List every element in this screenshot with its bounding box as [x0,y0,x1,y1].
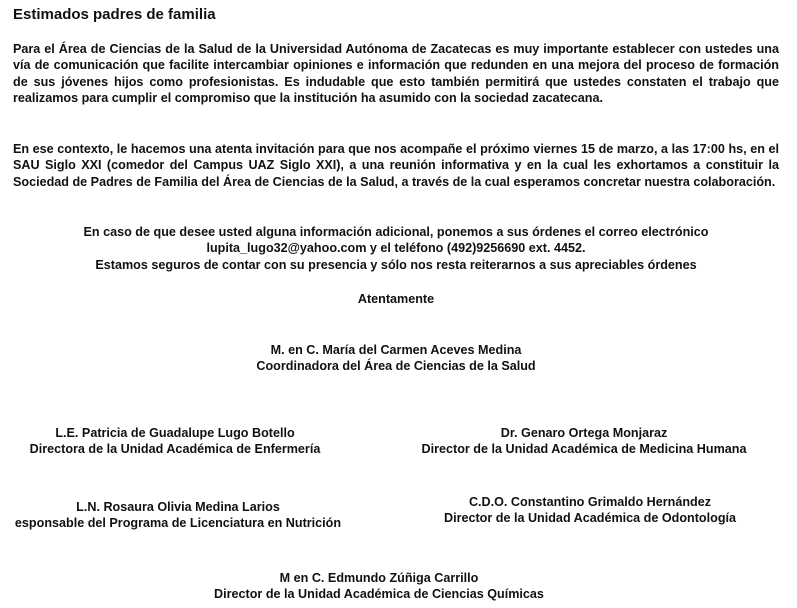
signature-name: C.D.O. Constantino Grimaldo Hernández [468,495,712,509]
closing-salutation: Atentamente [357,292,435,306]
signature-nursing-director [0,425,350,458]
closing-remarks: Estamos seguros de contar con su presencia y sólo nos resta reiterarnos a sus apreciables órdenes [95,257,697,272]
signature-medicine-director [384,425,784,458]
signature-title: esponsable del Programa de Licenciatura en Nutrición [14,516,342,531]
signature-name: L.N. Rosaura Olivia Medina Larios [76,500,280,514]
signature-name: M. en C. María del Carmen Aceves Medina [270,343,522,357]
signature-title: Directora de la Unidad Académica de Enfermería [29,442,321,457]
signature-title: Director de la Unidad Académica de Odontología [443,511,737,526]
paragraph-introduction: Para el Área de Ciencias de la Salud de la Universidad Autónoma de Zacatecas es muy importante establecer con ustedes una vía de comunicación que facilite intercambiar opiniones e información que redunden en una mejora del proceso de formación de sus jóvenes hijos como profesionistas. Es indudable que esto también permitirá que ustedes constaten el trabajo que realizamos para cumplir el compromiso que la institución ha asumido con la sociedad zacatecana. [13,42,779,106]
signature-name: L.E. Patricia de Guadalupe Lugo Botello [55,426,295,440]
letter-greeting: Estimados padres de familia [13,6,216,23]
contact-email-phone: lupita_lugo32@yahoo.com y el teléfono (492)9256690 ext. 4452. [206,241,586,256]
signature-title: Director de la Unidad Académica de Ciencias Químicas [214,587,544,602]
signature-coordinator [0,342,792,375]
signature-nutrition-lead [0,499,380,532]
signature-name: M en C. Edmundo Zúñiga Carrillo [279,571,479,585]
signature-chemistry-director [0,570,758,603]
signature-title: Director de la Unidad Académica de Medicina Humana [421,442,747,457]
signature-dentistry-director [390,494,790,527]
contact-info-line: En caso de que desee usted alguna información adicional, ponemos a sus órdenes el correo electrónico [83,225,709,239]
contact-info-block [0,224,792,273]
signature-title: Coordinadora del Área de Ciencias de la Salud [256,359,536,374]
signature-name: Dr. Genaro Ortega Monjaraz [500,426,668,440]
paragraph-invitation: En ese contexto, le hacemos una atenta invitación para que nos acompañe el próximo viernes 15 de marzo, a las 17:00 hs, en el SAU Siglo XXI (comedor del Campus UAZ Siglo XXI), a una reunión informativa y en la cual les exhortamos a constituir la Sociedad de Padres de Familia del Área de Ciencias de la Salud, a través de la cual esperamos concretar nuestra colaboración. [13,142,779,189]
